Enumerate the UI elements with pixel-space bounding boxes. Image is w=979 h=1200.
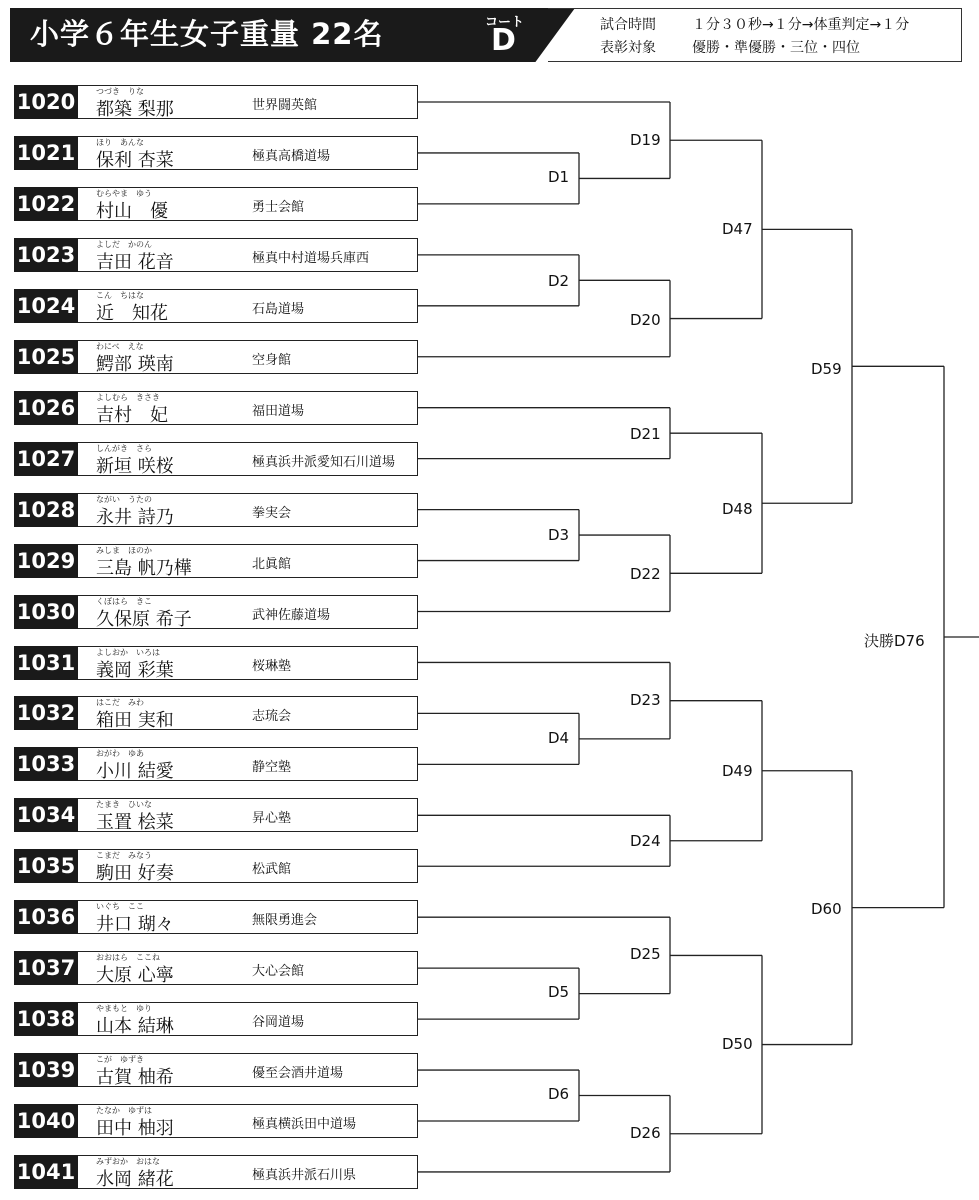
entry-dojo: 静空塾: [252, 760, 292, 776]
entry-row: [14, 646, 418, 680]
entry-name: 新垣 咲桜: [96, 455, 174, 477]
entry-row: [14, 696, 418, 730]
match-label-d26: D26: [630, 1124, 661, 1142]
award-label: 表彰対象: [600, 40, 656, 56]
entry-row: [14, 1053, 418, 1087]
entry-dojo: 無限勇進会: [252, 913, 318, 929]
match-label-d23: D23: [630, 691, 661, 709]
match-label-d1: D1: [548, 168, 570, 186]
match-label-d49: D49: [722, 762, 753, 780]
entry-row: [14, 442, 418, 476]
entry-row: [14, 1155, 418, 1189]
entry-name: 永井 詩乃: [96, 506, 174, 528]
entry-row: [14, 849, 418, 883]
entry-furigana: おおはら ここね: [96, 953, 160, 963]
match-label-d2: D2: [548, 272, 570, 290]
entry-dojo: 桜琳塾: [252, 658, 292, 674]
entry-furigana: こが ゆずき: [96, 1055, 144, 1065]
entry-furigana: こまだ みなう: [96, 851, 152, 861]
entry-number: 1028: [14, 493, 78, 527]
entry-furigana: よしおか いろは: [96, 647, 160, 657]
entry-dojo: 極真浜井派石川県: [252, 1168, 357, 1183]
entry-number: 1021: [14, 136, 78, 170]
entry-name: 山本 結琳: [96, 1016, 174, 1038]
match-label-d60: D60: [811, 900, 842, 918]
match-label-d22: D22: [630, 565, 661, 583]
entry-number: 1036: [14, 900, 78, 934]
entry-furigana: おがわ ゆあ: [96, 749, 144, 759]
entry-name: 田中 柚羽: [96, 1118, 174, 1139]
entry-dojo: 武神佐藤道場: [252, 607, 331, 623]
entry-row: [14, 493, 418, 527]
entry-number: 1032: [14, 696, 78, 730]
entry-number: 1033: [14, 747, 78, 781]
entry-furigana: たまき ひいな: [96, 800, 152, 810]
entry-name: 久保原 希子: [96, 608, 192, 630]
entry-row: [14, 1002, 418, 1036]
entry-dojo: 勇士会館: [252, 199, 305, 215]
entry-name: 大原 心寧: [96, 965, 174, 987]
entry-furigana: わにべ えな: [96, 341, 144, 351]
entry-row: [14, 747, 418, 781]
entry-dojo: 石島道場: [252, 301, 305, 317]
entry-number: 1029: [14, 544, 78, 578]
entry-name: 小川 結愛: [96, 761, 174, 783]
entry-dojo: 空身館: [252, 352, 292, 368]
match-label-d3: D3: [548, 526, 570, 544]
entry-number: 1038: [14, 1002, 78, 1036]
entry-row: [14, 289, 418, 323]
entry-name: 吉田 花音: [96, 251, 174, 273]
entry-row: [14, 544, 418, 578]
entry-dojo: 谷岡道場: [252, 1015, 305, 1031]
entry-number: 1035: [14, 849, 78, 883]
match-label-d20: D20: [630, 311, 661, 329]
entry-row: [14, 187, 418, 221]
entry-furigana: よしむら きさき: [96, 392, 160, 402]
entry-row: [14, 951, 418, 985]
entry-furigana: みずおか おはな: [96, 1157, 160, 1166]
entry-row: [14, 85, 418, 119]
entry-name: 箱田 実和: [96, 710, 174, 732]
match-time-label: 試合時間: [600, 17, 656, 33]
match-label-d24: D24: [630, 832, 661, 850]
entry-dojo: 極真横浜田中道場: [252, 1117, 357, 1132]
entry-dojo: 極真高橋道場: [252, 148, 331, 164]
court-letter: D: [491, 23, 516, 58]
match-label-d25: D25: [630, 945, 661, 963]
match-label-d5: D5: [548, 983, 570, 1001]
match-label-d47: D47: [722, 220, 753, 238]
entry-number: 1027: [14, 442, 78, 476]
entry-name: 井口 瑚々: [96, 914, 174, 936]
entry-furigana: つづき りな: [96, 87, 144, 96]
entry-row: [14, 900, 418, 934]
entry-dojo: 志琉会: [252, 709, 292, 725]
entry-number: 1024: [14, 289, 78, 323]
entry-name: 駒田 好奏: [96, 863, 174, 885]
entry-furigana: よしだ かのん: [96, 239, 152, 249]
entry-dojo: 世界闘英館: [252, 98, 318, 113]
entry-row: [14, 595, 418, 629]
entry-number: 1034: [14, 798, 78, 832]
match-time-value: １分３０秒→１分→体重判定→１分: [692, 17, 910, 33]
entry-dojo: 北眞館: [252, 556, 292, 572]
entry-name: 玉置 桧菜: [96, 812, 174, 834]
match-label-final: 決勝D76: [864, 632, 925, 650]
entry-name: 村山 優: [96, 200, 168, 222]
entry-furigana: みしま ほのか: [96, 545, 152, 555]
entry-dojo: 福田道場: [252, 403, 305, 419]
entry-number: 1026: [14, 391, 78, 425]
entry-furigana: たなか ゆずは: [96, 1106, 152, 1115]
entry-furigana: むらやま ゆう: [96, 188, 152, 198]
entry-dojo: 拳実会: [252, 505, 292, 521]
entry-number: 1022: [14, 187, 78, 221]
entry-number: 1020: [14, 85, 78, 119]
entry-row: [14, 391, 418, 425]
match-label-d48: D48: [722, 500, 753, 518]
entry-number: 1031: [14, 646, 78, 680]
entry-row: [14, 340, 418, 374]
award-value: 優勝・準優勝・三位・四位: [692, 40, 860, 56]
match-label-d4: D4: [548, 729, 570, 747]
court-label: コート: [485, 15, 525, 30]
entry-name: 保利 杏菜: [96, 149, 174, 171]
match-label-d21: D21: [630, 425, 661, 443]
entry-furigana: いぐち ここ: [96, 902, 144, 912]
entry-dojo: 大心会館: [252, 964, 305, 980]
entry-row: [14, 136, 418, 170]
entry-name: 古賀 柚希: [96, 1067, 174, 1089]
entry-row: [14, 238, 418, 272]
match-label-d19: D19: [630, 131, 661, 149]
entry-number: 1030: [14, 595, 78, 629]
entry-name: 義岡 彩葉: [96, 659, 174, 681]
entry-name: 三島 帆乃樺: [96, 557, 192, 579]
entry-furigana: はこだ みわ: [96, 698, 144, 708]
entry-number: 1039: [14, 1053, 78, 1087]
match-label-d50: D50: [722, 1035, 753, 1053]
entry-number: 1041: [14, 1155, 78, 1189]
entry-number: 1025: [14, 340, 78, 374]
match-label-d6: D6: [548, 1085, 570, 1103]
entry-dojo: 昇心塾: [252, 811, 292, 827]
entry-furigana: くぼはら きこ: [96, 596, 152, 606]
entry-name: 都築 梨那: [96, 99, 174, 120]
entry-row: [14, 798, 418, 832]
entry-dojo: 極真中村道場兵庫西: [252, 250, 370, 266]
page-title: 小学６年生女子重量 22名: [30, 17, 384, 51]
entry-furigana: ほり あんな: [96, 137, 144, 147]
entry-row: [14, 1104, 418, 1138]
match-label-d59: D59: [811, 360, 842, 378]
entry-number: 1037: [14, 951, 78, 985]
entry-furigana: しんがき さら: [96, 443, 152, 453]
entry-number: 1023: [14, 238, 78, 272]
entry-name: 近 知花: [96, 302, 168, 324]
entry-name: 鰐部 瑛南: [96, 353, 174, 375]
entry-number: 1040: [14, 1104, 78, 1138]
entry-name: 水岡 緒花: [96, 1169, 174, 1190]
entry-dojo: 優至会酒井道場: [252, 1066, 344, 1082]
entry-dojo: 極真浜井派愛知石川道場: [252, 454, 396, 470]
entry-dojo: 松武館: [252, 862, 292, 878]
entry-furigana: こん ちはな: [96, 290, 144, 300]
entry-furigana: やまもと ゆり: [96, 1004, 152, 1014]
entry-name: 吉村 妃: [96, 404, 168, 426]
entry-furigana: ながい うたの: [96, 494, 152, 504]
